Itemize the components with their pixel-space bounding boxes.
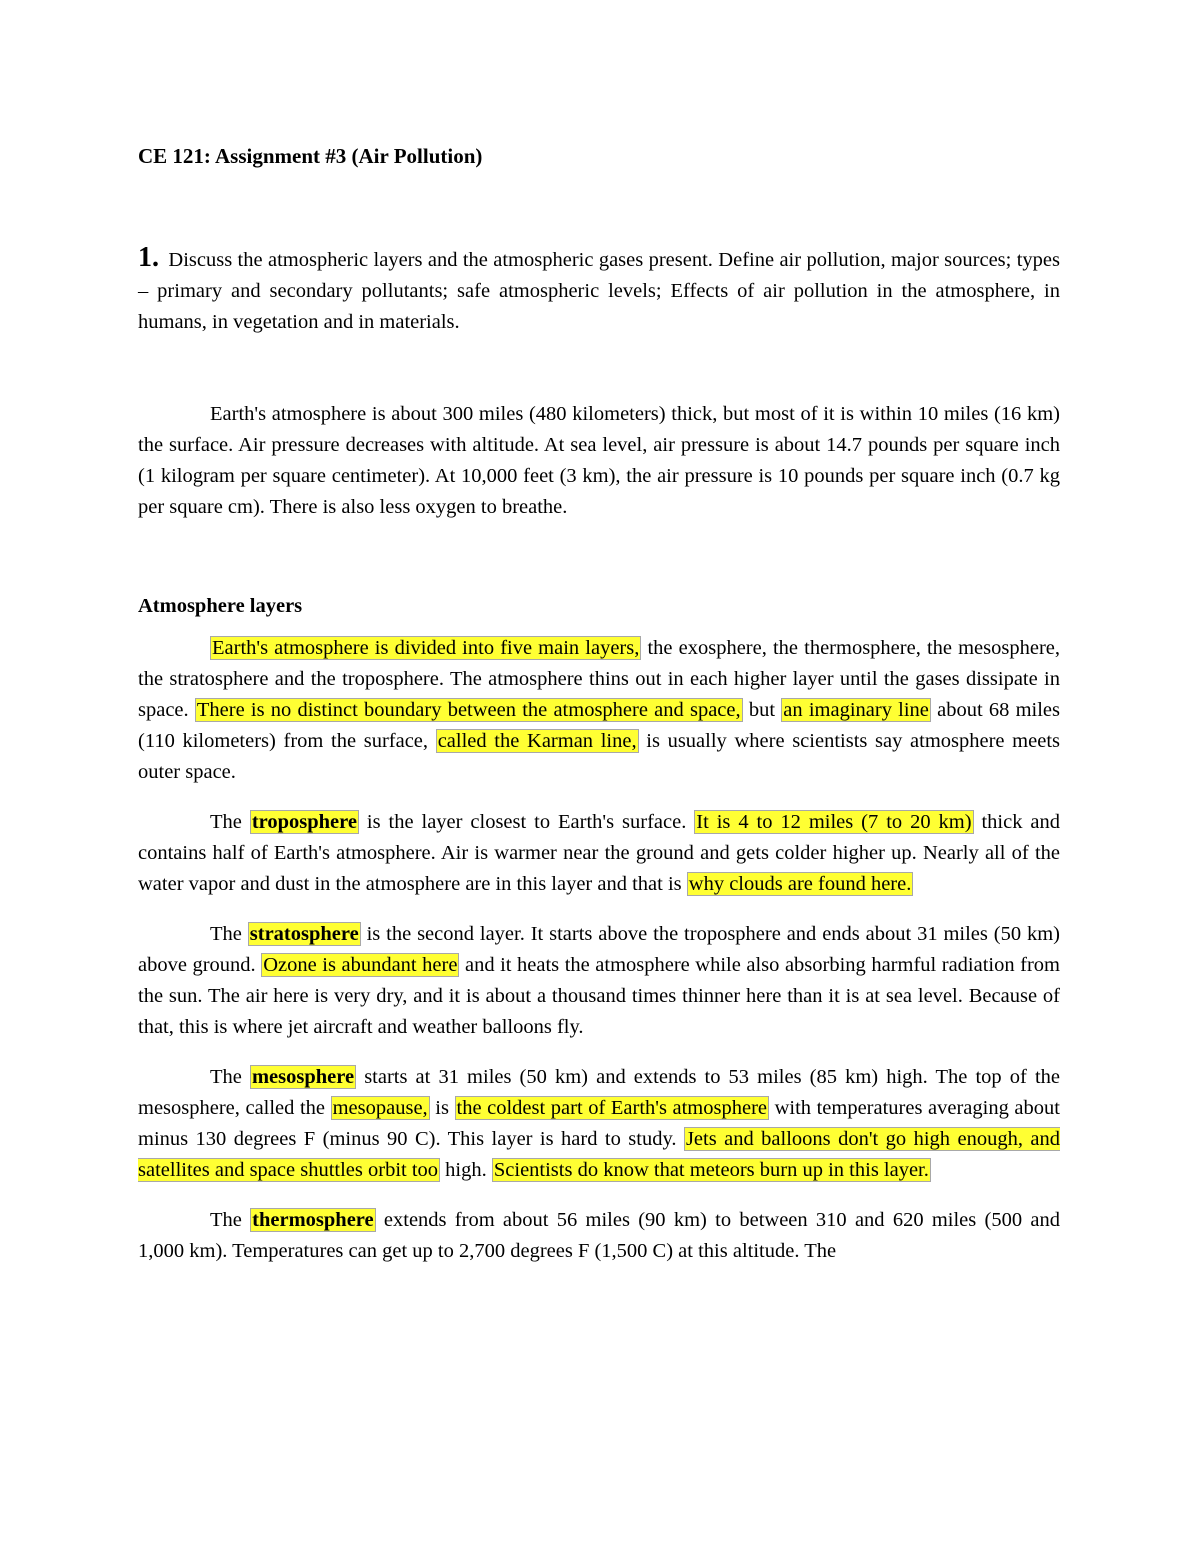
highlight: There is no distinct boundary between the atmosphere and space, <box>196 699 741 721</box>
text-run: The <box>210 923 248 945</box>
highlight-bold-term: troposphere <box>251 811 357 833</box>
highlight: an imaginary line <box>783 699 929 721</box>
question-1 <box>138 242 1060 338</box>
highlight-bold-term: stratosphere <box>249 923 359 945</box>
text-run: the exosphere, the thermosphere, the mesosphere, the stratosphere and the troposphere. The atmosphere thins out in each higher layer until the gases dissipate in space. <box>138 637 1061 721</box>
highlight-bold-term: mesosphere <box>251 1066 355 1088</box>
section-heading: Atmosphere layers <box>138 595 303 617</box>
document-page <box>138 140 1060 1267</box>
highlight: It is 4 to 12 miles (7 to 20 km) <box>696 811 972 833</box>
text-run: but <box>742 699 782 721</box>
text-run: high. <box>440 1159 492 1181</box>
layers-paragraph <box>138 633 1060 788</box>
text-run: about 68 miles (110 kilometers) from the surface, <box>138 699 1061 752</box>
text-run: The <box>210 811 250 833</box>
highlight: why clouds are found here. <box>688 873 912 895</box>
text-run: is the second layer. It starts above the troposphere and ends about 31 miles (50 km) above ground. <box>138 923 1061 976</box>
highlight: the coldest part of Earth's atmosphere <box>456 1097 767 1119</box>
highlight: Jets and balloons don't go high enough, and satellites and space shuttles orbit too <box>138 1128 1060 1181</box>
highlight: Scientists do know that meteors burn up in this layer. <box>493 1159 929 1181</box>
text-run: is the layer closest to Earth's surface. <box>358 811 695 833</box>
text-run: is <box>429 1097 455 1119</box>
question-text: Discuss the atmospheric layers and the atmospheric gases present. Define air pollution, major sources; types – primary and secondary pollutants; safe atmospheric levels; Effects of air pollution in the atmosphere, in humans, in vegetation and in materials. <box>138 249 1061 333</box>
text-run: starts at 31 miles (50 km) and extends to 53 miles (85 km) high. The top of the mesosphere, called the <box>138 1066 1060 1119</box>
text-run: The <box>210 1066 250 1088</box>
text-run: thick and contains half of Earth's atmosphere. Air is warmer near the ground and gets colder higher up. Nearly all of the water vapor and dust in the atmosphere are in this layer and that is <box>138 811 1060 895</box>
highlight: Ozone is abundant here <box>263 954 458 976</box>
stratosphere-paragraph <box>138 919 1060 1043</box>
text-run: is usually where scientists say atmosphere meets outer space. <box>138 730 1060 783</box>
document-title: CE 121: Assignment #3 (Air Pollution) <box>138 144 483 168</box>
thermosphere-paragraph <box>138 1205 1060 1267</box>
highlight: Earth's atmosphere is divided into five main layers, <box>212 637 640 659</box>
intro-paragraph: Earth's atmosphere is about 300 miles (480 kilometers) thick, but most of it is within 10 miles (16 km) the surface. Air pressure decreases with altitude. At sea level, air pressure is about 14.7 pounds per square inch (1 kilogram per square centimeter). At 10,000 feet (3 km), the air pressure is 10 pounds per square inch (0.7 kg per square cm). There is also less oxygen to breathe. <box>138 403 1060 518</box>
text-run: and it heats the atmosphere while also absorbing harmful radiation from the sun. The air here is very dry, and it is about a thousand times thinner here than it is at sea level. Because of that, this is where jet aircraft and weather balloons fly. <box>138 954 1061 1038</box>
highlight: mesopause, <box>332 1097 428 1119</box>
highlight: called the Karman line, <box>437 730 637 752</box>
text-run: The <box>210 1209 251 1231</box>
mesosphere-paragraph <box>138 1062 1060 1186</box>
highlight-bold-term: thermosphere <box>252 1209 374 1231</box>
question-number: 1. <box>138 242 159 273</box>
troposphere-paragraph <box>138 807 1060 900</box>
text-run: with temperatures averaging about minus 130 degrees F (minus 90 C). This layer is hard to study. <box>138 1097 1060 1150</box>
text-run: extends from about 56 miles (90 km) to between 310 and 620 miles (500 and 1,000 km). Temperatures can get up to 2,700 degrees F (1,500 C) at this altitude. The <box>138 1209 1060 1262</box>
